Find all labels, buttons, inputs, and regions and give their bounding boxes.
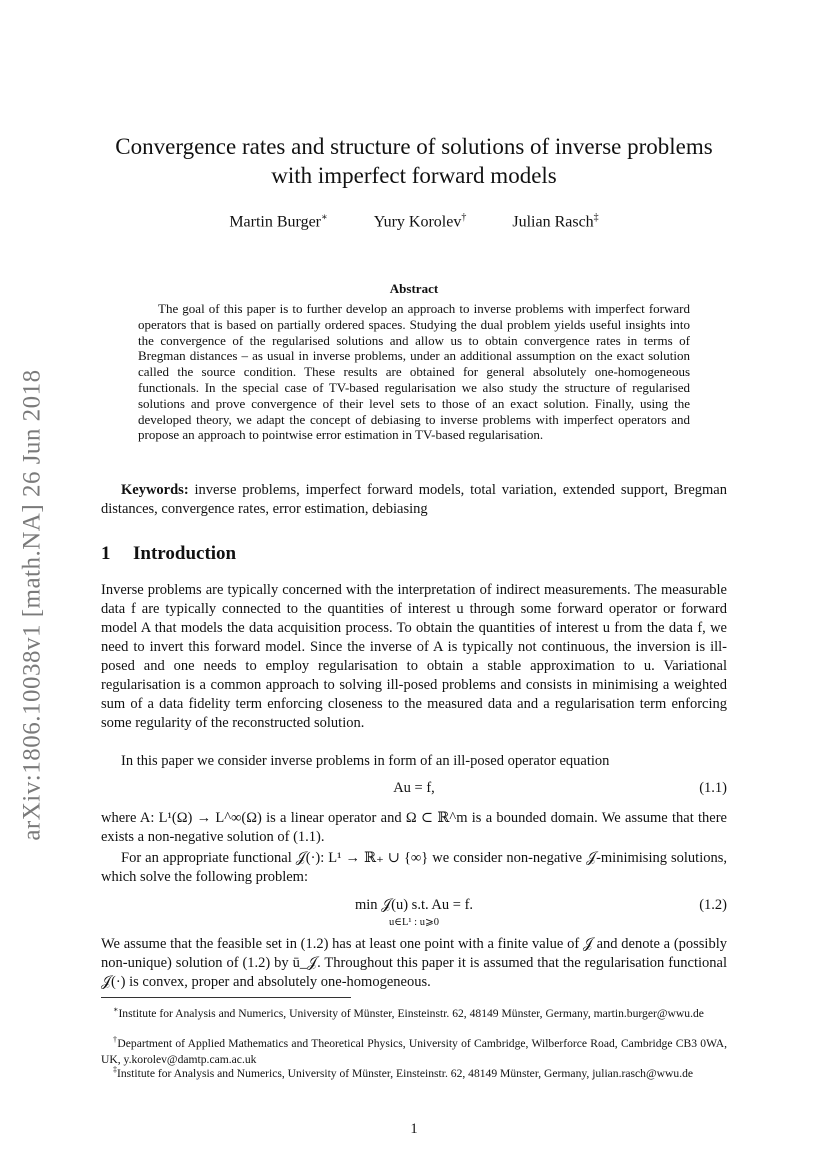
equation-1-1 bbox=[101, 780, 727, 802]
arxiv-stamp bbox=[16, 345, 50, 865]
equation-1-2 bbox=[101, 897, 727, 928]
intro-paragraph-5: We assume that the feasible set in (1.2) has at least one point with a finite value of 𝒥 and denote a (possibly non-unique) solution of (1.2) by ū_𝒥. Throughout this paper it is assumed that the regularisation functional 𝒥(·) is convex, proper and absolutely one-homogeneous. bbox=[101, 936, 727, 990]
equation-1-1-label: (1.1) bbox=[699, 780, 727, 796]
intro-paragraph-4: For an appropriate functional 𝒥(·): L¹ → ℝ₊ ∪ {∞} we consider non-negative 𝒥-minimising solutions, which solve the following problem: bbox=[101, 850, 727, 885]
abstract-body: The goal of this paper is to further develop an approach to inverse problems with imperfect forward operators that is based on partially ordered spaces. Studying the dual problem yields useful insights into the convergence of the regularised solutions and allow us to obtain convergence rates in terms of Bregman distances – as usual in inverse problems, under an additional assumption on the exact solution called the source condition. These results are obtained for general absolutely one-homogeneous functionals. In the special case of TV-based regularisation we also study the structure of regularised solutions and prove convergence of their level sets to those of an exact solution. Finally, using the developed theory, we adapt the concept of debiasing to inverse problems with imperfect operators and propose an approach to pointwise error estimation in TV-based regularisation. bbox=[138, 301, 690, 443]
author-rasch: Julian Rasch‡ bbox=[512, 212, 599, 231]
footnote-rasch: ‡Institute for Analysis and Numerics, University of Münster, Einsteinstr. 62, 48149 Münster, Germany, julian.rasch@wwu.de bbox=[113, 1065, 694, 1080]
abstract-heading: Abstract bbox=[389, 281, 439, 296]
keywords-label: Keywords: bbox=[121, 482, 189, 498]
title-line-1: Convergence rates and structure of solutions of inverse problems bbox=[115, 134, 713, 159]
section-number: 1 bbox=[101, 543, 111, 564]
author-korolev: Yury Korolev† bbox=[373, 212, 467, 231]
keywords-text: inverse problems, imperfect forward models, total variation, extended support, Bregman distances, convergence rates, error estimation, debiasing bbox=[101, 482, 727, 517]
section-heading bbox=[101, 543, 236, 565]
paper-title bbox=[101, 132, 727, 190]
intro-paragraph-2: In this paper we consider inverse problems in form of an ill-posed operator equation bbox=[121, 753, 610, 769]
page-number: 1 bbox=[410, 1121, 418, 1137]
section-title: Introduction bbox=[133, 543, 237, 564]
equation-1-1-body: Au = f, bbox=[393, 780, 435, 796]
keywords bbox=[101, 481, 727, 519]
author-list bbox=[101, 212, 727, 231]
equation-1-2-body: min 𝒥(u) s.t. Au = f. bbox=[354, 897, 474, 913]
footnote-rule bbox=[101, 997, 351, 998]
footnote-burger: ∗Institute for Analysis and Numerics, University of Münster, Einsteinstr. 62, 48149 Münster, Germany, martin.burger@wwu.de bbox=[113, 1005, 704, 1020]
intro-paragraph-1: Inverse problems are typically concerned with the interpretation of indirect measurements. The measurable data f are typically connected to the quantities of interest u through some forward operator or forward model A that models the data acquisition process. To obtain the quantities of interest u from the data f, we need to invert this forward model. Since the inverse of A is typically not continuous, the inversion is ill-posed and one needs to employ regularisation to obtain a stable approximation to u. Variational regularisation is a common approach to solving ill-posed problems and consists in minimising a weighted sum of a data fidelity term enforcing closeness to the measured data and a regularisation term enforcing some regularity of the reconstructed solution. bbox=[101, 582, 727, 731]
arxiv-id: arXiv:1806.10038v1 [math.NA] 26 Jun 2018 bbox=[19, 369, 46, 841]
intro-paragraph-3: where A: L¹(Ω) → L^∞(Ω) is a linear operator and Ω ⊂ ℝ^m is a bounded domain. We assume that there exists a non-negative solution of (1.1). bbox=[101, 810, 727, 845]
footnote-korolev: †Department of Applied Mathematics and Theoretical Physics, University of Cambridge, Wilberforce Road, Cambridge CB3 0WA, UK, y.korolev@damtp.cam.ac.uk bbox=[101, 1035, 727, 1066]
equation-1-2-subscript: u∈L¹ : u⩾0 bbox=[388, 917, 440, 928]
title-line-2: with imperfect forward models bbox=[271, 163, 557, 188]
author-burger: Martin Burger∗ bbox=[229, 212, 328, 231]
equation-1-2-label: (1.2) bbox=[699, 897, 727, 913]
